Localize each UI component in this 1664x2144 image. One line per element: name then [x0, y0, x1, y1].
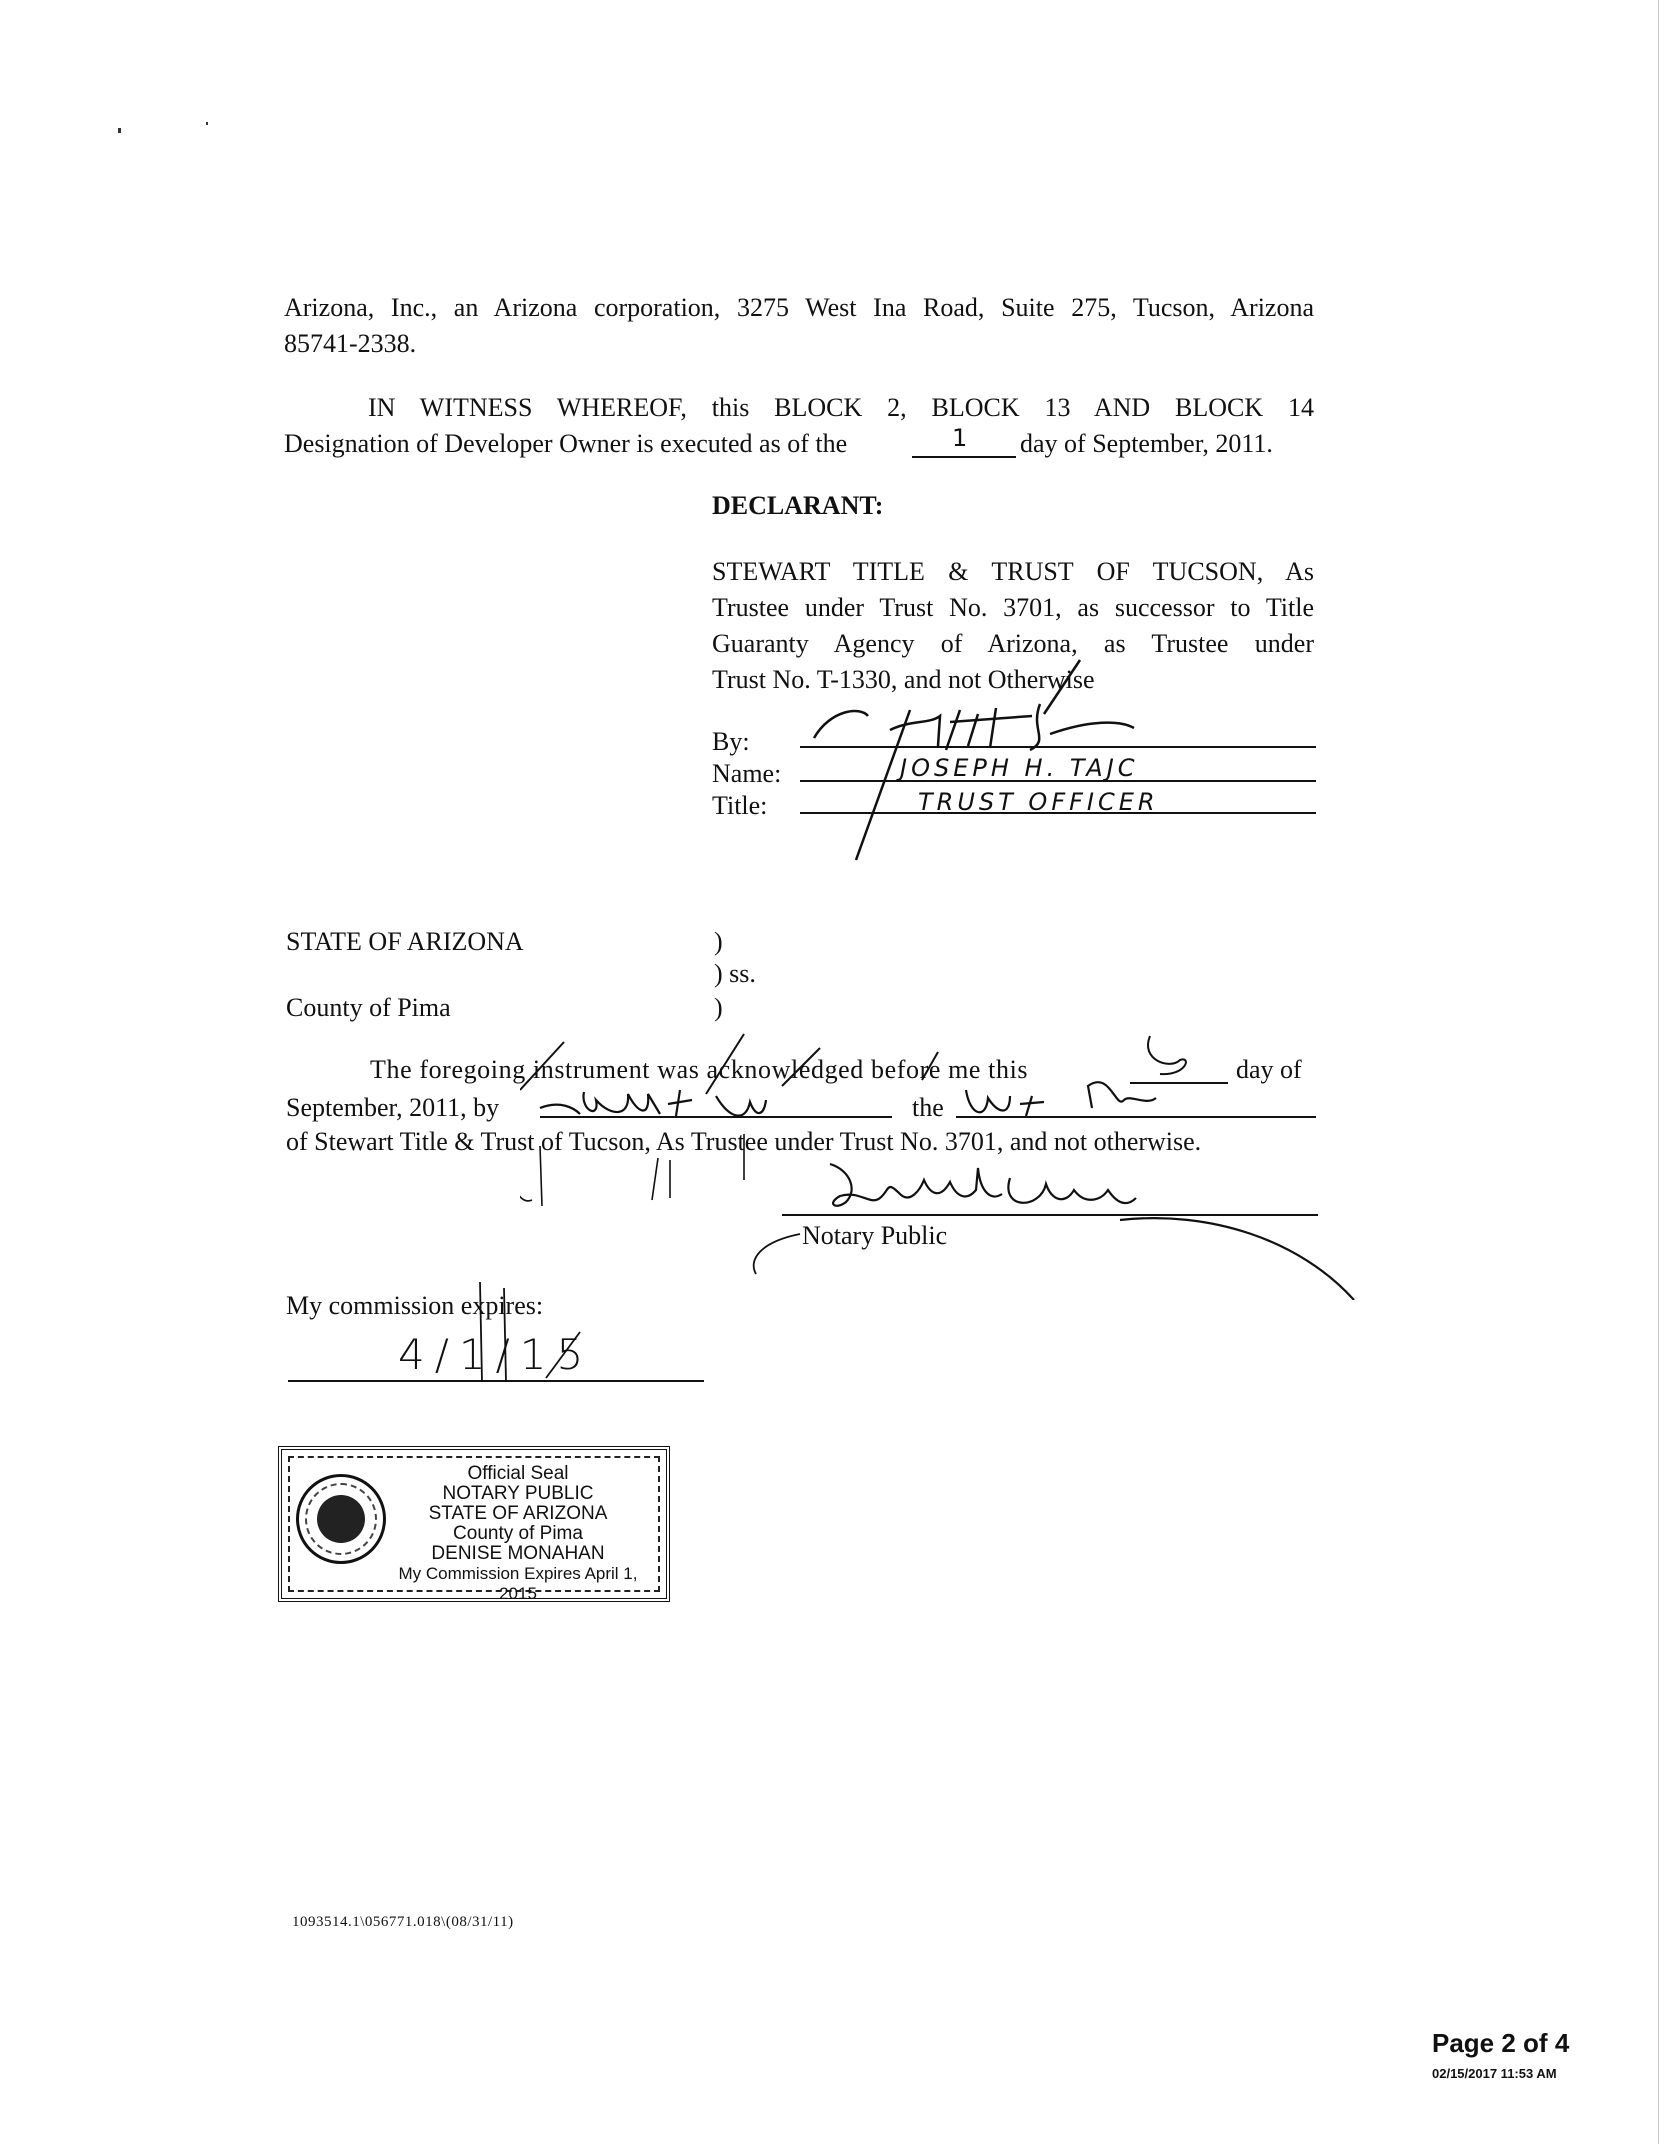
ack-line-2b: the [912, 1093, 944, 1122]
declarant-line-3: Guaranty Agency of Arizona, as Trustee under [712, 629, 1314, 658]
commission-label: My commission expires: [286, 1291, 544, 1320]
venue-paren-1: ) [714, 927, 723, 956]
witness-line-2-prefix: Designation of Developer Owner is executed as of the [284, 429, 848, 458]
print-timestamp: 02/15/2017 11:53 AM [1432, 2066, 1557, 2081]
declarant-heading: DECLARANT: [712, 491, 884, 520]
ack-line-2a: September, 2011, by [286, 1093, 500, 1122]
page-number: Page 2 of 4 [1432, 2028, 1570, 2058]
seal-text [386, 1464, 650, 1604]
witness-paragraph [284, 390, 1314, 426]
witness-day-handwritten: 1 [952, 424, 968, 452]
venue-state: STATE OF ARIZONA [286, 927, 524, 956]
title-value-handwritten: TRUST OFFICER [918, 788, 1159, 816]
commission-strokes [476, 1282, 586, 1392]
state-seal-emblem-icon [296, 1474, 386, 1564]
opening-paragraph [284, 290, 1314, 362]
seal-line-1: Official Seal [467, 1463, 569, 1484]
trustee-signature [800, 650, 1240, 870]
scan-speck [118, 128, 121, 133]
seal-line-5: DENISE MONAHAN [431, 1543, 605, 1564]
venue-county: County of Pima [286, 993, 451, 1022]
witness-line-2-suffix: day of September, 2011. [1020, 429, 1273, 458]
declarant-line-1: STEWART TITLE & TRUST OF TUCSON, As [712, 557, 1314, 586]
witness-line-1: IN WITNESS WHEREOF, this BLOCK 2, BLOCK 13 AND BLOCK 14 [368, 393, 1314, 422]
ack-line-1a: The foregoing instrument was acknowledged before me this [370, 1055, 1029, 1084]
seal-line-2: NOTARY PUBLIC [442, 1483, 594, 1504]
document-id: 1093514.1\056771.018\(08/31/11) [292, 1914, 514, 1930]
by-label: By: [712, 727, 750, 756]
ack-line-1b: day of [1236, 1055, 1302, 1084]
venue-paren-3: ) [714, 993, 723, 1022]
witness-day-blank [912, 456, 1016, 458]
name-value-handwritten: JOSEPH H. TAJC [900, 754, 1139, 782]
notary-public-label: Notary Public [802, 1221, 948, 1250]
declarant-line-4: Trust No. T-1330, and not Otherwise [712, 665, 1095, 694]
opening-line-1: Arizona, Inc., an Arizona corporation, 3275 West Ina Road, Suite 275, Tucson, Arizona [284, 293, 1314, 322]
declarant-line-2: Trustee under Trust No. 3701, as successor to Title [712, 593, 1314, 622]
opening-line-2: 85741-2338. [284, 329, 417, 358]
name-label: Name: [712, 759, 782, 788]
title-label: Title: [712, 791, 768, 820]
scan-edge [1658, 0, 1659, 2144]
seal-line-3: STATE OF ARIZONA [428, 1503, 608, 1524]
seal-line-4: County of Pima [453, 1523, 583, 1544]
ack-line-3: of Stewart Title & Trust of Tucson, As Trustee under Trust No. 3701, and not otherwise. [286, 1127, 1202, 1156]
venue-ss: ) ss. [714, 959, 756, 988]
scan-speck [206, 122, 208, 125]
seal-line-6: My Commission Expires April 1, 2015 [398, 1564, 638, 1603]
commission-date-handwritten: 4/1/15 [398, 1330, 594, 1379]
notary-seal [278, 1446, 670, 1602]
